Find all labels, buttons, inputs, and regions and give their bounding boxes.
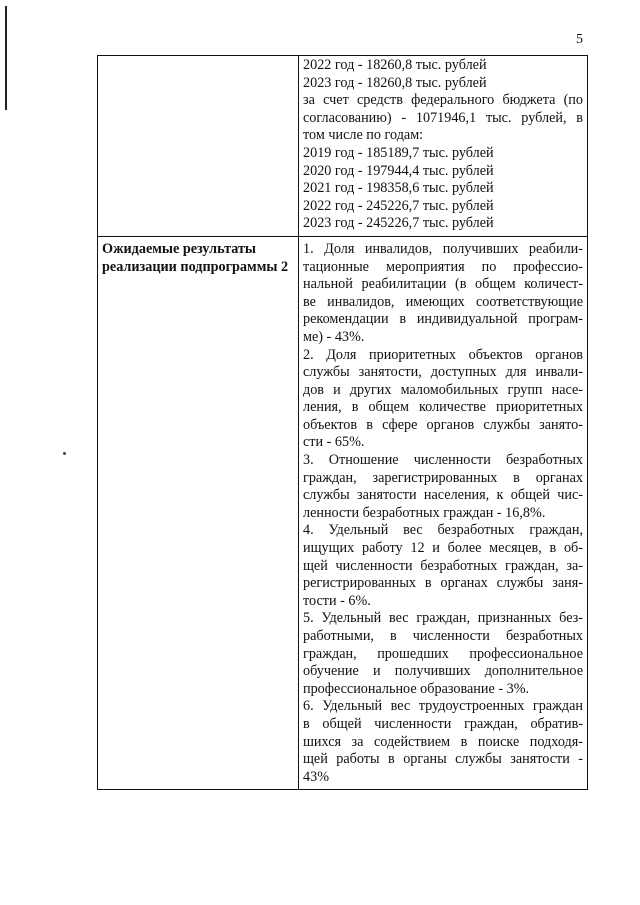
funding-line: 2020 год - 197944,4 тыс. рублей (303, 162, 494, 179)
result-line: ищущих работу 12 и более месяцев, в об- (303, 540, 583, 557)
result-line: ме) - 43%. (303, 328, 365, 345)
result-item (303, 522, 583, 610)
heading-line: реализации подпрограммы 2 (102, 258, 289, 275)
result-line: граждан, зарегистрированных в органах (303, 469, 583, 486)
result-line: обучение и получивших дополнительное (303, 663, 583, 680)
result-line: сти - 65%. (303, 434, 365, 451)
funding-line: согласованию) - 1071946,1 тыс. рублей, в (303, 109, 583, 126)
funding-line: 2021 год - 198358,6 тыс. рублей (303, 180, 494, 197)
funding-line: 2019 год - 185189,7 тыс. рублей (303, 144, 494, 161)
funding-line: 2022 год - 245226,7 тыс. рублей (303, 197, 494, 214)
result-line: нальной реабилитации (в общем количест- (303, 276, 583, 293)
funding-label-cell (98, 56, 299, 237)
result-line: шихся за содействием в поиске подходя- (303, 733, 583, 750)
result-line: службы занятости, доступных для инвали- (303, 364, 583, 381)
result-line: 6. Удельный вес трудоустроенных граждан (303, 698, 583, 715)
heading-line: Ожидаемые результаты (102, 240, 256, 257)
result-item (303, 452, 583, 522)
program-passport-table (97, 55, 588, 790)
result-line: щей работы в органы службы занятости - (303, 751, 583, 768)
funding-value-cell (299, 56, 588, 237)
expected-results-cell (299, 236, 588, 789)
scan-speck (63, 452, 66, 455)
table-row-expected-results (98, 236, 588, 789)
result-line: службы занятости населения, к общей чис- (303, 487, 583, 504)
page-number: 5 (576, 32, 583, 47)
result-line: в общей численности граждан, обратив- (303, 715, 583, 732)
result-line: 3. Отношение численности безработных (303, 452, 583, 469)
result-line: дов и других маломобильных групп насе- (303, 381, 583, 398)
result-line: рекомендации в индивидуальной програм- (303, 311, 583, 328)
funding-line: 2022 год - 18260,8 тыс. рублей (303, 57, 487, 73)
result-line: граждан, прошедших профессиональное (303, 645, 583, 662)
funding-line: 2023 год - 18260,8 тыс. рублей (303, 74, 487, 91)
result-line: тости - 6%. (303, 592, 371, 609)
result-line: 43% (303, 768, 330, 785)
result-item (303, 610, 583, 698)
result-line: тационные мероприятия по профессио- (303, 258, 583, 275)
result-line: ве инвалидов, имеющих соответствующие (303, 293, 583, 310)
result-line: работными, в численности безработных (303, 628, 583, 644)
funding-line: за счет средств федерального бюджета (по (303, 92, 583, 109)
result-line: щей численности безработных граждан, за- (303, 557, 583, 574)
result-item (303, 698, 583, 786)
result-item (303, 241, 583, 347)
result-line: 1. Доля инвалидов, получивших реабили- (303, 240, 583, 257)
result-line: 4. Удельный вес безработных граждан, (303, 522, 583, 539)
result-item (303, 347, 583, 453)
result-line: регистрированных в органах службы заня- (303, 575, 583, 592)
funding-line: том числе по годам: (303, 127, 424, 144)
funding-line: 2023 год - 245226,7 тыс. рублей (303, 215, 494, 232)
result-line: объектов в сфере органов службы занято- (303, 416, 583, 433)
result-line: 5. Удельный вес граждан, признанных без- (303, 610, 583, 627)
margin-binding-mark (5, 6, 7, 110)
table-row-funding (98, 56, 588, 237)
result-line: профессиональное образование - 3%. (303, 680, 530, 697)
result-line: ления, в общем количестве приоритетных (303, 399, 583, 416)
result-line: ленности безработных граждан - 16,8%. (303, 504, 546, 521)
result-line: 2. Доля приоритетных объектов органов (303, 346, 583, 363)
expected-results-heading (98, 236, 299, 789)
